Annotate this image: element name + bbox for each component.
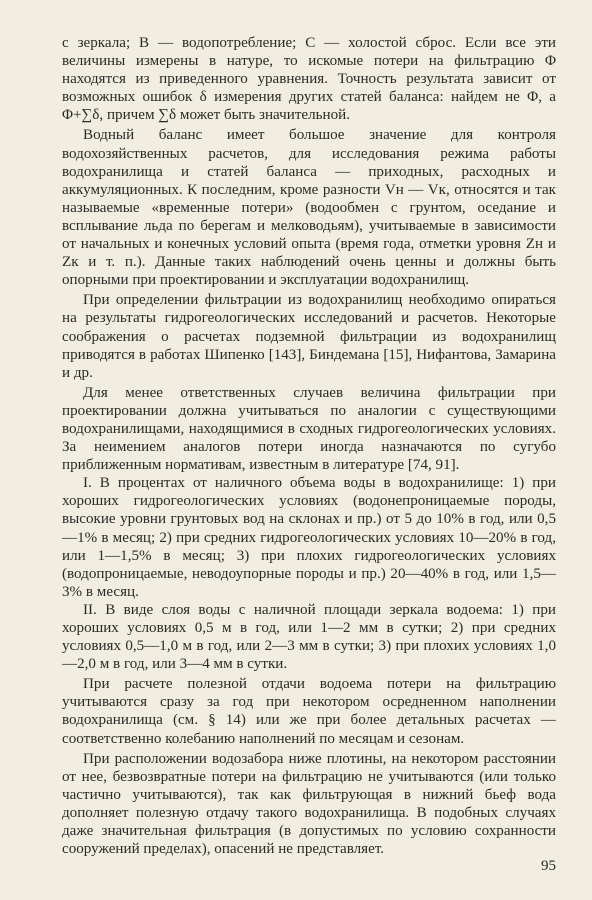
paragraph-norms-layer: II. В виде слоя воды с наличной площади зеркала водоема: 1) при хороших условиях 0,5 м в год, или 1—2 мм в сутки; 2) при средних условиях 0,5—1,0 м в год, или 2—3 мм в сутки; 3) при плохих условиях 1,0—2,0 м в год, или 3—4 мм в сутки. xyxy=(62,601,556,673)
paragraph-water-balance: Водный баланс имеет большое значение для контроля водохозяйственных расчетов, для исследования режима работы водохранилища и статей баланса — приходных, расходных и аккумуляционных. К последним, кроме разности Vн — Vк, относятся и так называемые «временные потери» (водообмен с грунтом, оседание и всплывание льда по берегам и мелководьям), учитываемые в зависимости от начальных и конечных условий опыта (время года, отметки уровня Zн и Zк и т. п.). Данные таких наблюдений очень ценны и должны быть опорными при проектировании и эксплуатации водохранилищ. xyxy=(62,127,556,289)
paragraph-intake-location: При расположении водозабора ниже плотины, на некотором расстоянии от нее, безвозвратные потери на фильтрацию не учитываются (или только частично учитываются), так как фильтрующая в нижний бьеф вода дополняет полезную отдачу такого водохранилища. В подобных случаях даже значительная фильтрация (в допустимых по условию сохранности сооружений пределах), опасений не представляет. xyxy=(62,750,556,858)
paragraph-filtration-research: При определении фильтрации из водохранилищ необходимо опираться на результаты гидрогеологических исследований и расчетов. Некоторые соображения о расчетах подземной фильтрации из водохранилищ приводятся в работах Шипенко [143], Биндемана [15], Нифантова, Замарина и др. xyxy=(62,292,556,381)
paragraph-norms-percent: I. В процентах от наличного объема воды в водохранилище: 1) при хороших гидрогеологических условиях (водонепроницаемые породы, высокие уровни грунтовых вод на склонах и пр.) от 5 до 10% в год, или 0,5—1% в месяц; 2) при средних гидрогеологических условиях 10—20% в год, или 1—1,5% в месяц; 3) при плохих гидрогеологических условиях (водопроницаемые, неводоупорные породы и пр.) 20—40% в год, или 1,5—3% в месяц. xyxy=(62,475,556,600)
page-number: 95 xyxy=(541,858,556,874)
paragraph-continued: с зеркала; B — водопотребление; C — холостой сброс. Если все эти величины измерены в натуре, то искомые потери на фильтрацию Φ находятся из приведенного уравнения. Точность результата зависит от возможных ошибок δ измерения других статей баланса: найдем не Φ, а Φ+∑δ, причем ∑δ может быть значительной. xyxy=(62,35,556,124)
paragraph-yield-calculation: При расчете полезной отдачи водоема потери на фильтрацию учитываются сразу за год при некотором осредненном наполнении водохранилища (см. § 14) или же при более детальных расчетах — соответственно колебанию наполнений по месяцам и сезонам. xyxy=(62,676,556,747)
paragraph-analogy: Для менее ответственных случаев величина фильтрации при проектировании должна учитываться по аналогии с существующими водохранилищами, находящимися в сходных гидрогеологических условиях. За неимением аналогов потери иногда назначаются по сугубо приближенным нормативам, известным в литературе [74, 91]. xyxy=(62,384,556,474)
page-body xyxy=(62,34,556,858)
